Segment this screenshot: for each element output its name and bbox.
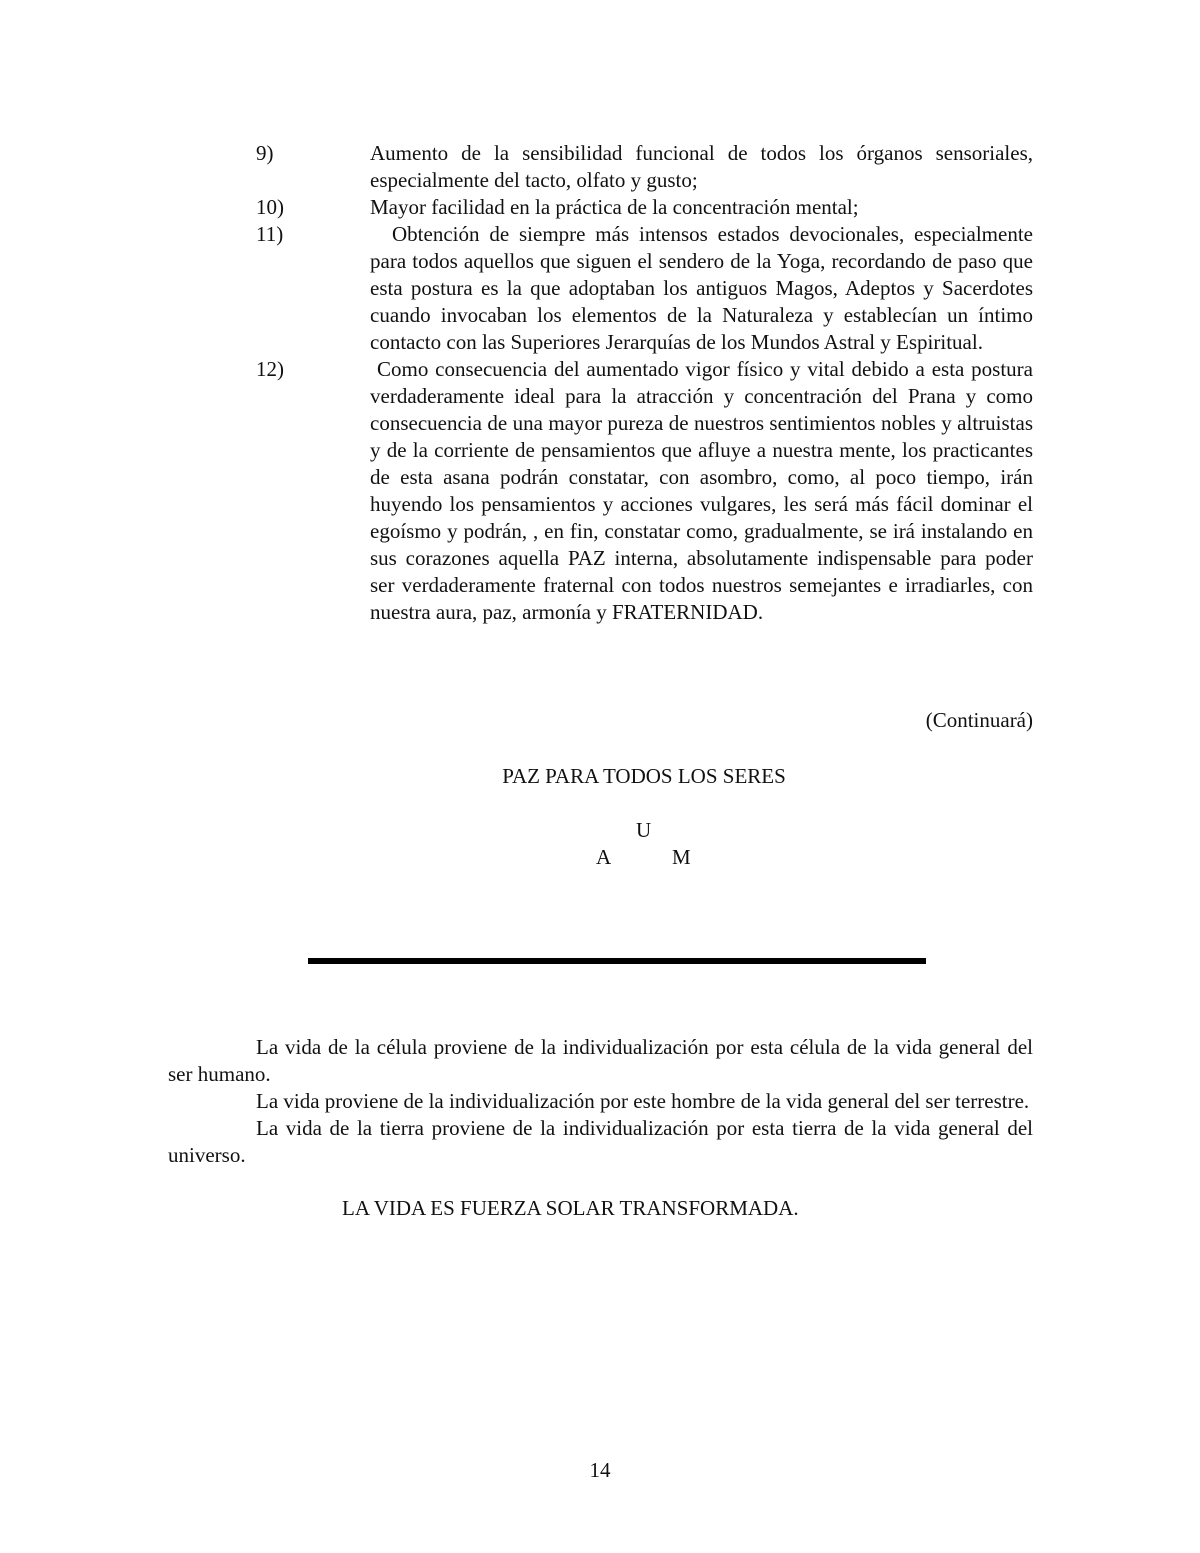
paragraph: La vida de la célula proviene de la individualización por esta célula de la vida general del ser humano. <box>168 1035 1033 1086</box>
numbered-list <box>256 140 1033 626</box>
aum-letter-m: M <box>672 845 691 869</box>
list-item-number: 11) <box>256 222 284 246</box>
aum-letter-a: A <box>596 845 612 869</box>
list-item <box>256 194 1033 221</box>
list-item-text: Como consecuencia del aumentado vigor físico y vital debido a esta postura verdaderamente ideal para la atracción y concentración del Prana y como consecuencia de una mayor pureza de nuestros sentimientos nobles y altruistas y de la corriente de pensamientos que afluye a nuestra mente, los practicantes de esta asana podrán constatar, con asombro, como, al poco tiempo, irán huyendo los pensamientos y acciones vulgares, les será más fácil dominar el egoísmo y podrán, , en fin, constatar como, gradualmente, se irá instalando en sus corazones aquella PAZ interna, absolutamente indispensable para poder ser verdaderamente fraternal con todos nuestros semejantes e irradiarles, con nuestra aura, paz, armonía y FRATERNIDAD. <box>370 357 1033 624</box>
paragraph: La vida proviene de la individualización por este hombre de la vida general del ser terrestre. <box>256 1089 1030 1113</box>
list-item <box>256 221 1033 356</box>
page-number: 14 <box>589 1458 611 1482</box>
list-item-text: Obtención de siempre más intensos estados devocionales, especialmente para todos aquellos que siguen el sendero de la Yoga, recordando de paso que esta postura es la que adoptaban los antiguos Magos, Adeptos y Sacerdotes cuando invocaban los elementos de la Naturaleza y establecían un íntimo contacto con las Superiores Jerarquías de los Mundos Astral y Espiritual. <box>370 222 1033 354</box>
closing-statement: LA VIDA ES FUERZA SOLAR TRANSFORMADA. <box>342 1196 799 1220</box>
list-item-text: Aumento de la sensibilidad funcional de todos los órganos sensoriales, especialmente del tacto, olfato y gusto; <box>370 141 1033 192</box>
peace-heading: PAZ PARA TODOS LOS SERES <box>502 764 786 788</box>
horizontal-rule <box>308 958 926 964</box>
list-item-number: 9) <box>256 141 274 165</box>
list-item <box>256 140 1033 194</box>
paragraph: La vida de la tierra proviene de la individualización por esta tierra de la vida general del universo. <box>168 1116 1033 1167</box>
body-text <box>168 1034 1033 1169</box>
continued-label: (Continuará) <box>925 708 1033 732</box>
list-item-number: 12) <box>256 357 284 381</box>
list-item <box>256 356 1033 626</box>
list-item-text: Mayor facilidad en la práctica de la concentración mental; <box>370 195 859 219</box>
aum-letter-u: U <box>636 818 652 842</box>
list-item-number: 10) <box>256 195 284 219</box>
